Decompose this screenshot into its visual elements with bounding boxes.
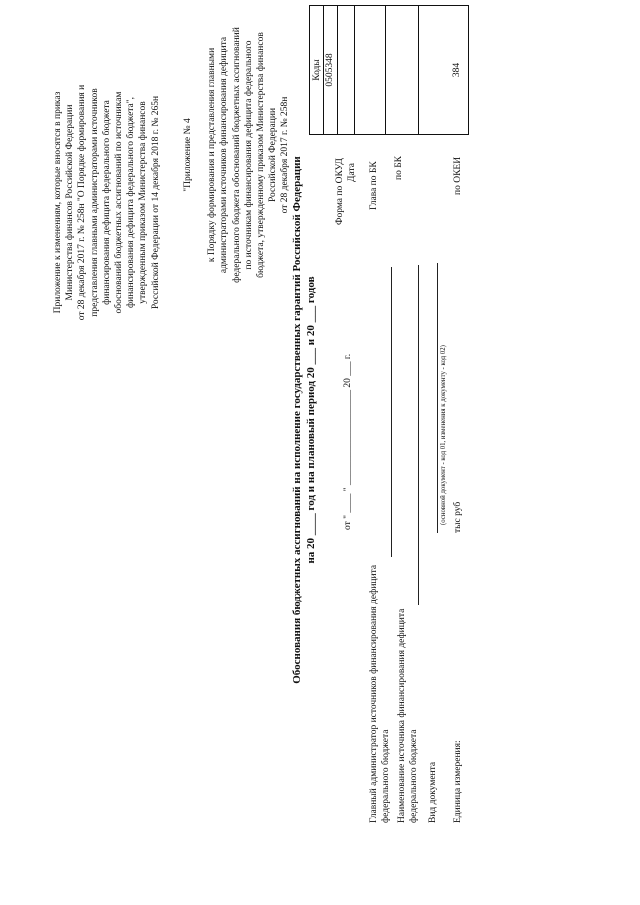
chief-admin-label-line-1: Главный администратор источников финансирования дефицита: [369, 564, 379, 823]
chief-admin-label: [368, 565, 392, 823]
title-line-1: Обоснования бюджетных ассигнований на исполнение государственных гарантий Российской Федерации: [291, 156, 303, 684]
appendix-note-line: Российской Федерации от 14 декабря 2018 г. № 265н: [150, 95, 161, 310]
appendix-note-line: финансирования дефицита федерального бюджета",: [126, 96, 137, 309]
source-name-label: [396, 609, 420, 823]
source-name-input-line[interactable]: [418, 265, 419, 605]
appendix-reference: [182, 25, 292, 285]
okud-code: 0505348: [325, 53, 335, 87]
okei-code: 384: [452, 62, 462, 78]
source-name-label-line-1: Наименование источника финансирования дефицита: [397, 608, 407, 823]
appendix-note-line: от 28 декабря 2017 г. № 258н "О Порядке формирования и: [77, 84, 88, 321]
appendix-ref-line: администраторами источников финансирования дефицита: [219, 36, 230, 274]
appendix-note-line: обоснований бюджетных ассигнований по источникам: [114, 91, 125, 314]
appendix-note-line: Приложение к изменениям, которые вносятся в приказ: [53, 91, 63, 314]
codes-table: [309, 5, 469, 135]
okei-label: по ОКЕИ: [453, 156, 463, 195]
appendix-note-line: финансирования дефицита федерального бюджета: [101, 100, 112, 305]
appendix-ref-line: от 28 декабря 2017 г. № 258н: [280, 96, 291, 214]
codes-row-divider: [385, 6, 386, 134]
appendix-ref-line: бюджета, утвержденному приказом Министерства финансов: [256, 32, 267, 278]
document-title: [290, 150, 318, 690]
okud-label: Форма по ОКУД: [335, 158, 345, 225]
date-label: Дата: [347, 163, 357, 182]
appendix-ref-line: к Порядку формирования и представления главными: [207, 47, 218, 263]
appendix-note-line: утвержденным приказом Министерства финансов: [138, 101, 149, 304]
codes-row-divider: [418, 6, 419, 134]
source-name-label-line-2: федерального бюджета: [409, 729, 419, 823]
appendix-ref-line: Российской Федерации: [268, 107, 279, 203]
appendix-note: [52, 30, 162, 375]
appendix-ref-line: федерального бюджета обоснований бюджетных ассигнований: [231, 27, 242, 283]
codes-row-divider: [323, 6, 324, 134]
po-bk-label: по БК: [394, 155, 404, 180]
doc-type-input-line[interactable]: [437, 263, 438, 533]
codes-header: Коды: [312, 59, 322, 81]
unit-label: Единица измерения:: [453, 740, 463, 823]
chief-admin-label-line-2: федерального бюджета: [381, 729, 391, 823]
codes-row-divider: [337, 6, 338, 134]
appendix-ref-line: по источникам финансирования дефицита федерального: [243, 40, 254, 270]
chief-admin-input-line[interactable]: [391, 267, 392, 557]
doc-type-hint: (основной документ - код 01, изменения к документу - код 02): [440, 345, 447, 525]
title-line-2: на 20 ____ год и на плановый период 20 ___ и 20 ___ годов: [305, 276, 317, 564]
codes-row-divider: [354, 6, 355, 134]
appendix-note-line: представления главными администраторами источников: [89, 88, 100, 317]
doc-type-label: Вид документа: [428, 761, 438, 823]
document-date: от " ____ " ____________________ 20 ___ г.: [343, 353, 353, 530]
appendix-note-line: Министерства финансов Российской Федерации: [65, 104, 76, 301]
glava-bk-label: Глава по БК: [369, 161, 379, 210]
unit-value: тыс руб: [453, 501, 463, 533]
appendix-ref-line: "Приложение № 4: [183, 118, 193, 192]
